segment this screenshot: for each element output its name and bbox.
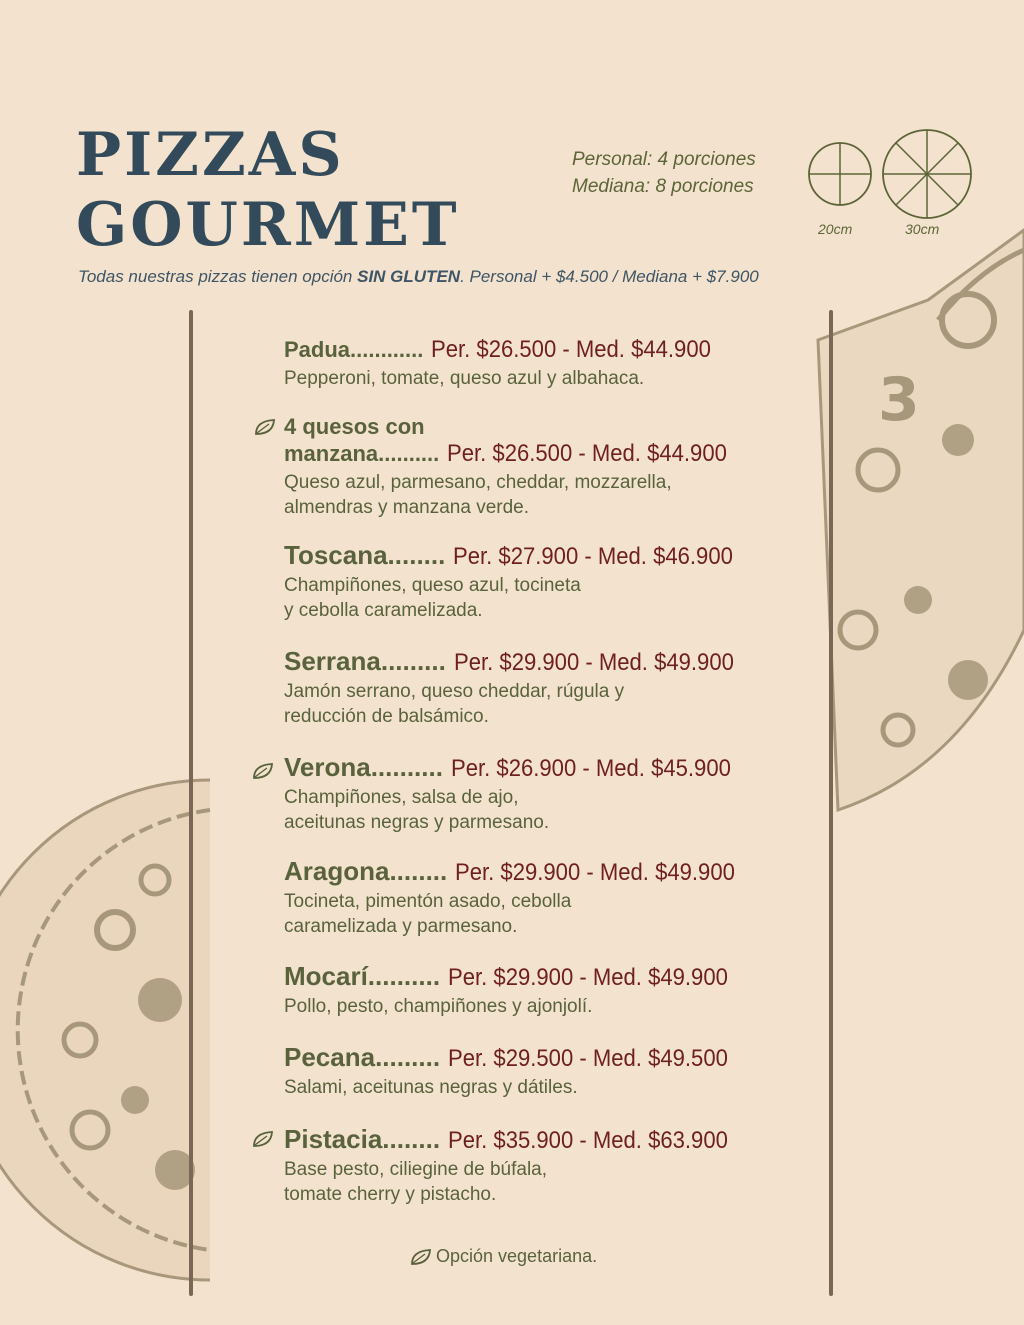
- menu-item-toscana: Toscana........ Per. $27.900 - Med. $46.900 Champiñones, queso azul, tocineta y cebolla caramelizada.: [284, 540, 734, 621]
- leaf-icon: [252, 1130, 274, 1148]
- pizza-sketch-right: [808, 210, 1024, 830]
- menu-item-aragona: Aragona........ Per. $29.900 - Med. $49.900 Tocineta, pimentón asado, cebolla caramelizada y parmesano.: [284, 856, 736, 937]
- size-mediana: Mediana: 8 porciones: [572, 176, 754, 197]
- menu-item-pecana: Pecana......... Per. $29.500 - Med. $49.500 Salami, aceitunas negras y dátiles.: [284, 1042, 728, 1098]
- divider-left: [189, 310, 193, 1296]
- size-diagram: [800, 126, 980, 222]
- pizza-sketch-left: [0, 770, 212, 1290]
- svg-text:3: 3: [878, 365, 920, 435]
- leaf-icon: [252, 762, 274, 780]
- menu-item-verona: Verona.......... Per. $26.900 - Med. $45.900 Champiñones, salsa de ajo, aceitunas negras y parmesano.: [284, 752, 731, 833]
- title-line-2: GOURMET: [76, 190, 460, 260]
- gluten-highlight: SIN GLUTEN: [357, 267, 461, 286]
- menu-item-4-quesos: 4 quesos con manzana.......... Per. $26.500 - Med. $44.900 Queso azul, parmesano, cheddar, mozzarella, almendras y manzana verde.: [284, 414, 728, 518]
- size-personal: Personal: 4 porciones: [572, 149, 756, 170]
- leaf-icon: [410, 1248, 432, 1266]
- vegetarian-footnote: [410, 1246, 597, 1267]
- menu-item-mocari: Mocarí.......... Per. $29.900 - Med. $49.900 Pollo, pesto, champiñones y ajonjolí.: [284, 961, 728, 1017]
- menu-item-pistacia: Pistacia........ Per. $35.900 - Med. $63.900 Base pesto, ciliegine de búfala, tomate cherry y pistacho.: [284, 1124, 728, 1205]
- leaf-icon: [254, 418, 276, 436]
- footnote-text: Opción vegetariana.: [436, 1246, 598, 1266]
- size-label-30cm: 30cm: [905, 221, 940, 237]
- menu-item-serrana: Serrana......... Per. $29.900 - Med. $49.900 Jamón serrano, queso cheddar, rúgula y reducción de balsámico.: [284, 646, 734, 727]
- size-label-20cm: 20cm: [818, 221, 853, 237]
- divider-right: [829, 310, 833, 1296]
- gluten-note: Todas nuestras pizzas tienen opción SIN GLUTEN. Personal + $4.500 / Mediana + $7.900: [78, 267, 759, 286]
- page-title: [76, 120, 460, 260]
- size-info: [572, 146, 756, 200]
- menu-item-padua: Padua............ Per. $26.500 - Med. $44.900 Pepperoni, tomate, queso azul y albahaca.: [284, 336, 712, 389]
- title-line-1: PIZZAS: [76, 120, 345, 190]
